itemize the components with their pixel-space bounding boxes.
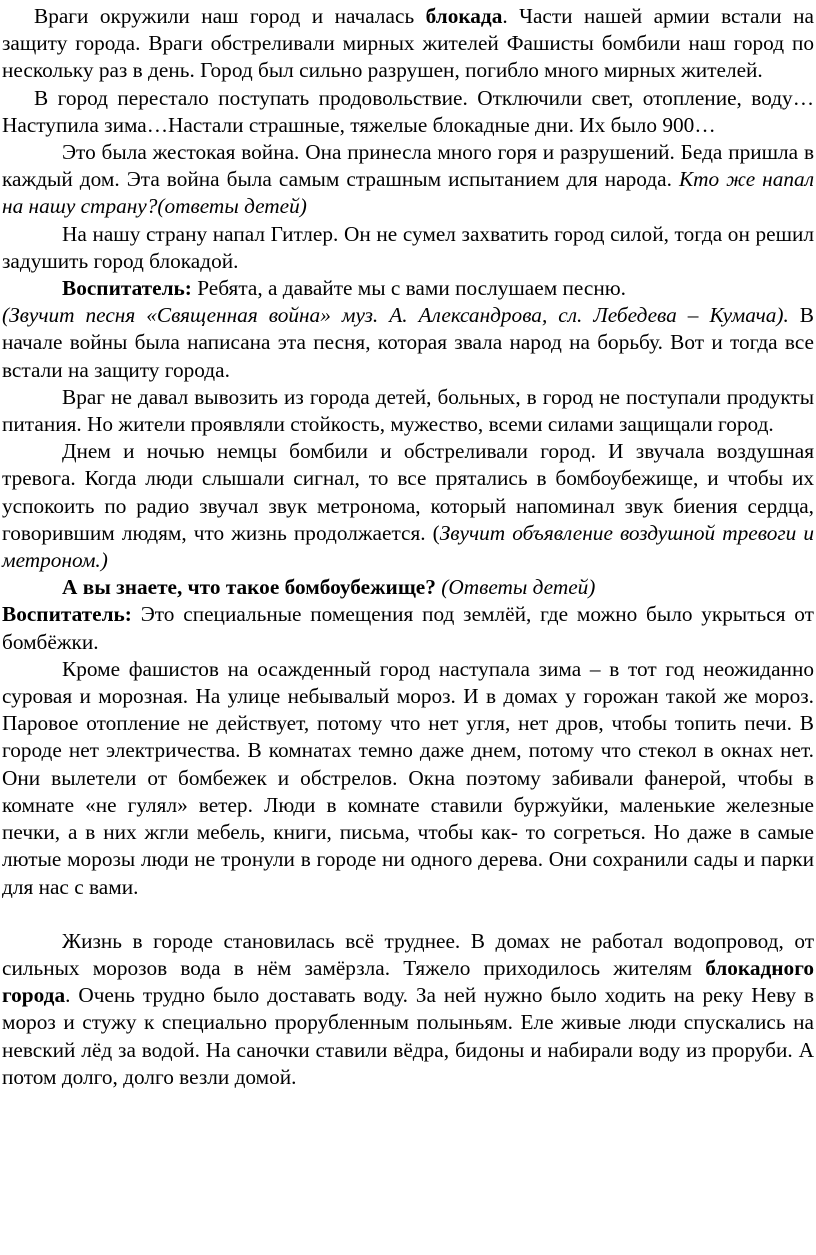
italic-answers: (Ответы детей) <box>435 575 596 600</box>
paragraph-teacher-song <box>2 275 814 302</box>
text: Жизнь в городе становилась всё труднее. В домах не работал водопровод, от сильных морозов вода в нём замёрзла. Тяжело приходилось жителям <box>2 928 814 980</box>
speaker-label: Воспитатель: <box>2 602 132 627</box>
text: . Очень трудно было доставать воду. За ней нужно было ходить на реку Неву в мороз и стужу к специально прорубленным полыньям. Еле живые люди спускались на невский лёд за водой. На саночки ставили вёдра, бидоны и набирали воду из проруби. А потом долго, долго везли домой. <box>2 983 814 1089</box>
paragraph-hitler: На нашу страну напал Гитлер. Он не сумел захватить город силой, тогда он решил задушить город блокадой. <box>2 221 814 273</box>
text: . Части нашей армии встали на защиту города. Враги обстреливали мирных жителей Фашисты бомбили наш город по нескольку раз в день. Город был сильно разрушен, погибло много мирных жителей. <box>2 4 814 83</box>
bold-term-blockade-city: блокадного города <box>2 955 814 1008</box>
paragraph-shelter-question <box>2 574 814 601</box>
italic-question: Кто же напал на нашу страну?(ответы детей) <box>2 167 814 219</box>
paragraph-air-raid <box>2 438 814 574</box>
bold-question: А вы знаете, что такое бомбоубежище? <box>62 575 436 600</box>
paragraph-no-food: В город перестало поступать продовольствие. Отключили свет, отопление, воду… Наступила зима…Настали страшные, тяжелые блокадные дни. Их было 900… <box>2 85 814 137</box>
text: Ребята, а давайте мы с вами послушаем песню. <box>191 276 626 301</box>
paragraph-blockade-start <box>2 3 814 85</box>
paragraph-winter: Кроме фашистов на осажденный город наступала зима – в тот год неожиданно суровая и морозная. На улице небывалый мороз. И в домах у горожан такой же мороз. Паровое отопление не действует, потому что нет угля, нет дров, чтобы топить печи. В городе нет электричества. В комнатах темно даже днем, потому что стекол в окнах нет. Они вылетели от бомбежек и обстрелов. Окна поэтому забивали фанерой, чтобы в комнате «не гулял» ветер. Люди в комнате ставили буржуйки, маленькие железные печки, а в них жгли мебель, книги, письма, чтобы как- то согреться. Но даже в самые лютые морозы люди не тронули в городе ни одного дерева. Они сохранили сады и парки для нас с вами. <box>2 656 814 899</box>
text: Это специальные помещения под землёй, где можно было укрыться от бомбёжки. <box>2 602 814 654</box>
speaker-label: Воспитатель: <box>62 276 192 301</box>
paragraph-water <box>2 928 814 1091</box>
paragraph-teacher-shelter <box>2 601 814 655</box>
bold-term-blockade: блокада <box>425 4 503 28</box>
italic-stage-direction: (Звучит песня «Священная война» муз. А. Александрова, сл. Лебедева – Кумача). <box>2 303 789 328</box>
text: Днем и ночью немцы бомбили и обстреливали город. И звучала воздушная тревога. Когда люди слышали сигнал, то все прятались в бомбоубежище, и чтобы их успокоить по радио звучал звук метронома, который напоминал звук биения сердца, говорившим людям, что жизнь продолжается. ( <box>2 439 814 545</box>
paragraph-song <box>2 302 814 384</box>
paragraph-enemy: Враг не давал вывозить из города детей, больных, в город не поступали продукты питания. Но жители проявляли стойкость, мужество, всеми силами защищали город. <box>2 384 814 437</box>
text: В начале войны была написана эта песня, которая звала народ на борьбу. Вот и тогда все встали на защиту города. <box>2 303 815 382</box>
text: Враги окружили наш город и началась <box>34 4 426 28</box>
italic-stage-direction: Звучит объявление воздушной тревоги и метроном.) <box>2 520 815 573</box>
paragraph-cruel-war <box>2 139 814 221</box>
text: Это была жестокая война. Она принесла много горя и разрушений. Беда пришла в каждый дом. Эта война была самым страшным испытанием для народа. <box>2 140 814 192</box>
